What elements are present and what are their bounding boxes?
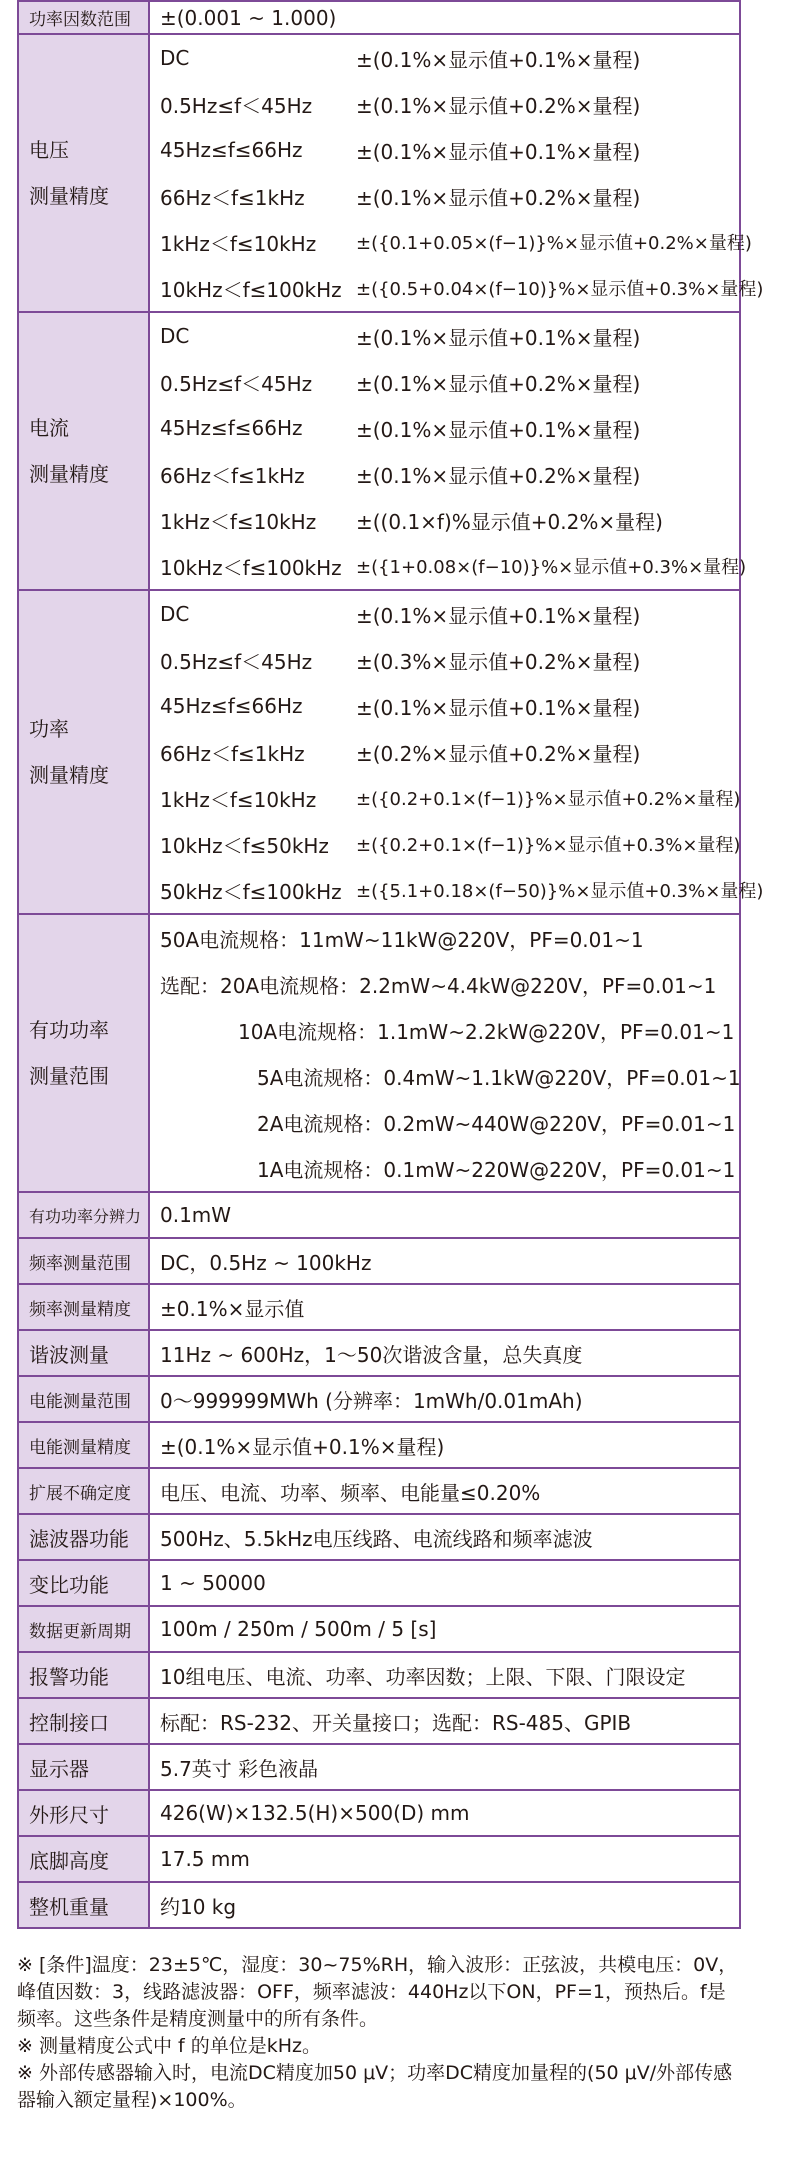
list-item: [160, 591, 729, 637]
list-item: [160, 775, 741, 821]
freq-range: DC: [160, 602, 190, 626]
table-row: [18, 1560, 740, 1606]
voltage-accuracy-list: [149, 34, 764, 312]
freq-range: 0.5Hz≤f＜45Hz: [160, 93, 313, 118]
current-accuracy-list: [149, 312, 747, 590]
table-row: [18, 1376, 740, 1422]
table-row: [18, 1514, 740, 1560]
table-row: [18, 1882, 740, 1928]
freq-range: 66Hz＜f≤1kHz: [160, 463, 305, 488]
footnotes: [17, 1952, 741, 2114]
list-item: [160, 497, 729, 543]
list-item: 1A电流规格：0.1mW~220W@220V，PF=0.01~1: [257, 1157, 736, 1182]
power-accuracy-list: [149, 590, 764, 914]
label-line: 测量范围: [29, 1064, 109, 1088]
label-line: 电流: [29, 416, 69, 440]
row-value: 10组电压、电流、功率、功率因数；上限、下限、门限设定: [149, 1652, 740, 1698]
list-item: [160, 35, 729, 81]
table-row: [18, 1238, 740, 1284]
row-label: 扩展不确定度: [18, 1468, 149, 1514]
table-row: [18, 1422, 740, 1468]
list-item: [160, 81, 729, 127]
label-line: 有功功率: [29, 1018, 109, 1042]
list-item: [160, 683, 729, 729]
accuracy: ±(0.1%×显示值+0.2%×量程): [356, 463, 641, 488]
row-value: 5.7英寸 彩色液晶: [149, 1744, 740, 1790]
row-label: 底脚高度: [18, 1836, 149, 1882]
footnote: ※ [条件]温度：23±5℃，湿度：30~75%RH，输入波形：正弦波，共模电压：0V，峰值因数：3，线路滤波器：OFF，频率滤波：440Hz以下ON，PF=1，预热后。f是频率。这些条件是精度测量中的所有条件。: [17, 1954, 738, 2030]
freq-range: 66Hz＜f≤1kHz: [160, 185, 305, 210]
label-line: 测量精度: [29, 763, 109, 787]
row-value: ±(0.1%×显示值+0.1%×量程): [149, 1422, 740, 1468]
table-row: [18, 1, 740, 34]
label-line: 测量精度: [29, 462, 109, 486]
table-row: [18, 1468, 740, 1514]
label-line: 测量精度: [29, 184, 109, 208]
freq-range: 45Hz≤f≤66Hz: [160, 138, 303, 162]
table-row: [18, 1790, 740, 1836]
freq-range: 50kHz＜f≤100kHz: [160, 879, 342, 904]
row-label: 电能测量范围: [18, 1376, 149, 1422]
row-value: 17.5 mm: [149, 1836, 740, 1882]
voltage-label: [18, 34, 149, 312]
list-item: [160, 821, 741, 867]
table-row: [18, 1836, 740, 1882]
freq-range: DC: [160, 324, 190, 348]
row-value: 100m / 250m / 500m / 5 [s]: [149, 1606, 740, 1652]
accuracy: ±({5.1+0.18×(f−50)}%×显示值+0.3%×量程): [356, 881, 764, 902]
row-label: 频率测量精度: [18, 1284, 149, 1330]
list-item: [160, 359, 729, 405]
freq-range: 10kHz＜f≤50kHz: [160, 833, 329, 858]
accuracy: ±(0.1%×显示值+0.2%×量程): [356, 371, 641, 396]
row-value: DC，0.5Hz ~ 100kHz: [149, 1238, 740, 1284]
row-label: 频率测量范围: [18, 1238, 149, 1284]
list-item: [160, 451, 729, 497]
row-value: 标配：RS-232、开关量接口；选配：RS-485、GPIB: [149, 1698, 740, 1744]
row-value: 0～999999MWh (分辨率：1mWh/0.01mAh): [149, 1376, 740, 1422]
row-label: 谐波测量: [18, 1330, 149, 1376]
freq-range: 1kHz＜f≤10kHz: [160, 231, 317, 256]
footnote: ※ 测量精度公式中 f 的单位是kHz。: [17, 2035, 321, 2057]
accuracy: ±(0.1%×显示值+0.2%×量程): [356, 93, 641, 118]
row-label: 数据更新周期: [18, 1606, 149, 1652]
accuracy: ±(0.1%×显示值+0.1%×量程): [356, 695, 641, 720]
row-label: 功率因数范围: [18, 1, 149, 34]
table-row: [18, 1744, 740, 1790]
freq-range: 45Hz≤f≤66Hz: [160, 694, 303, 718]
list-item: [160, 127, 729, 173]
accuracy: ±(0.1%×显示值+0.1%×量程): [356, 139, 641, 164]
active-power-label: [18, 914, 149, 1192]
accuracy: ±((0.1×f)%显示值+0.2%×量程): [356, 509, 663, 534]
freq-range: 1kHz＜f≤10kHz: [160, 509, 317, 534]
accuracy: ±(0.1%×显示值+0.1%×量程): [356, 417, 641, 442]
list-item: [160, 729, 729, 775]
accuracy: ±(0.1%×显示值+0.1%×量程): [356, 325, 641, 350]
accuracy: ±({0.2+0.1×(f−1)}%×显示值+0.2%×量程): [356, 789, 741, 810]
row-label: 报警功能: [18, 1652, 149, 1698]
accuracy: ±(0.1%×显示值+0.1%×量程): [356, 603, 641, 628]
row-value: ±0.1%×显示值: [149, 1284, 740, 1330]
list-item: [160, 219, 752, 265]
freq-range: 45Hz≤f≤66Hz: [160, 416, 303, 440]
table-row: [18, 1330, 740, 1376]
label-line: 电压: [29, 138, 69, 162]
row-label: 有功功率分辨力: [18, 1192, 149, 1238]
list-item: 5A电流规格：0.4mW~1.1kW@220V，PF=0.01~1: [257, 1065, 741, 1090]
list-item: [160, 173, 729, 219]
row-value: 1 ~ 50000: [149, 1560, 740, 1606]
freq-range: 10kHz＜f≤100kHz: [160, 555, 342, 580]
list-item: 2A电流规格：0.2mW~440W@220V，PF=0.01~1: [257, 1111, 736, 1136]
freq-range: 1kHz＜f≤10kHz: [160, 787, 317, 812]
row-value: 电压、电流、功率、频率、电能量≤0.20%: [149, 1468, 740, 1514]
power-label: [18, 590, 149, 914]
list-item: [160, 313, 729, 359]
table-row: [18, 590, 740, 914]
row-label: 变比功能: [18, 1560, 149, 1606]
freq-range: DC: [160, 46, 190, 70]
freq-range: 66Hz＜f≤1kHz: [160, 741, 305, 766]
list-item: [160, 405, 729, 451]
active-power-range-list: [149, 914, 740, 1192]
freq-range: 0.5Hz≤f＜45Hz: [160, 371, 313, 396]
spec-table: [17, 0, 764, 1929]
accuracy: ±({0.2+0.1×(f−1)}%×显示值+0.3%×量程): [356, 835, 741, 856]
table-row: [18, 312, 740, 590]
row-value: 11Hz ~ 600Hz，1～50次谐波含量，总失真度: [149, 1330, 740, 1376]
accuracy: ±({1+0.08×(f−10)}%×显示值+0.3%×量程): [356, 557, 747, 578]
list-item: [160, 543, 747, 589]
table-row: [18, 1652, 740, 1698]
row-value: 约10 kg: [149, 1882, 740, 1928]
row-label: 控制接口: [18, 1698, 149, 1744]
row-value: 0.1mW: [149, 1192, 740, 1238]
freq-range: 10kHz＜f≤100kHz: [160, 277, 342, 302]
list-item: [160, 265, 764, 311]
accuracy: ±(0.2%×显示值+0.2%×量程): [356, 741, 641, 766]
footnote: ※ 外部传感器输入时，电流DC精度加50 μV；功率DC精度加量程的(50 μV/外部传感器输入额定量程)×100%。: [17, 2062, 733, 2111]
table-row: [18, 1192, 740, 1238]
row-label: 整机重量: [18, 1882, 149, 1928]
table-row: [18, 1606, 740, 1652]
freq-range: 0.5Hz≤f＜45Hz: [160, 649, 313, 674]
list-item: [160, 867, 764, 913]
accuracy: ±(0.1%×显示值+0.2%×量程): [356, 185, 641, 210]
row-label: 外形尺寸: [18, 1790, 149, 1836]
list-item: [160, 637, 729, 683]
table-row: [18, 34, 740, 312]
row-value: ±(0.001 ~ 1.000): [149, 1, 740, 34]
row-label: 电能测量精度: [18, 1422, 149, 1468]
table-row: [18, 1698, 740, 1744]
list-item: 选配：20A电流规格：2.2mW~4.4kW@220V，PF=0.01~1: [160, 973, 717, 998]
accuracy: ±({0.5+0.04×(f−10)}%×显示值+0.3%×量程): [356, 279, 764, 300]
row-value: 426(W)×132.5(H)×500(D) mm: [149, 1790, 740, 1836]
row-value: 500Hz、5.5kHz电压线路、电流线路和频率滤波: [149, 1514, 740, 1560]
row-label: 显示器: [18, 1744, 149, 1790]
current-label: [18, 312, 149, 590]
table-row: [18, 914, 740, 1192]
accuracy: ±({0.1+0.05×(f−1)}%×显示值+0.2%×量程): [356, 233, 752, 254]
row-label: 滤波器功能: [18, 1514, 149, 1560]
accuracy: ±(0.3%×显示值+0.2%×量程): [356, 649, 641, 674]
label-line: 功率: [29, 717, 69, 741]
table-row: [18, 1284, 740, 1330]
accuracy: ±(0.1%×显示值+0.1%×量程): [356, 47, 641, 72]
list-item: 10A电流规格：1.1mW~2.2kW@220V，PF=0.01~1: [238, 1019, 735, 1044]
list-item: 50A电流规格：11mW~11kW@220V，PF=0.01~1: [160, 927, 644, 952]
